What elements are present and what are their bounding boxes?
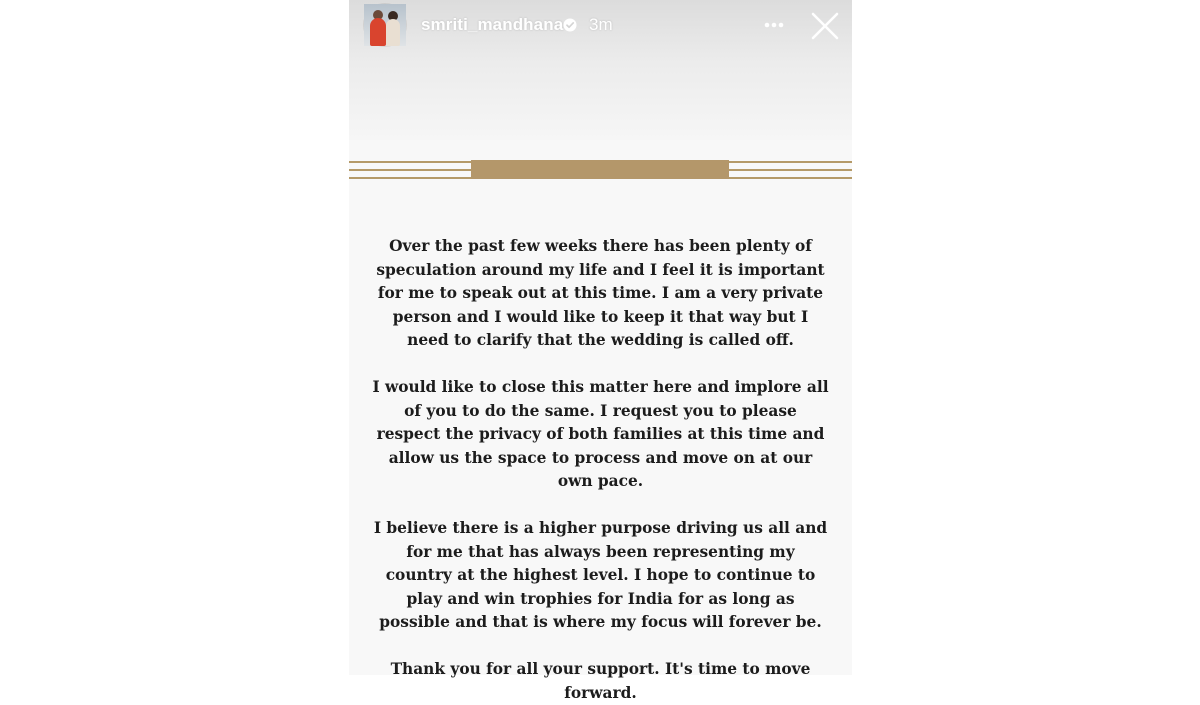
- gold-stripe-decoration: [349, 160, 852, 180]
- stripe-block: [471, 160, 729, 179]
- avatar[interactable]: [364, 4, 406, 46]
- statement-paragraph-2: I would like to close this matter here and implore all of you to do the same. I request you to please respect the privacy of both families at this time and allow us the space to process and move on at our own pace.: [372, 378, 829, 490]
- verified-badge-icon: [563, 18, 577, 32]
- story-header: [349, 0, 852, 52]
- statement-paragraph-4: Thank you for all your support. It's time to move forward.: [390, 660, 811, 702]
- story-viewer: [349, 0, 852, 702]
- username[interactable]: smriti_mandhana: [421, 15, 564, 34]
- time-ago: 3m: [589, 15, 613, 34]
- statement-text: [371, 235, 830, 705]
- close-icon[interactable]: [808, 9, 842, 43]
- statement-paragraph-1: Over the past few weeks there has been plenty of speculation around my life and I feel it is important for me to speak out at this time. I am a very private person and I would like to keep it that way but I need to clarify that the wedding is called off.: [376, 237, 825, 349]
- statement-paragraph-3: I believe there is a higher purpose driving us all and for me that has always been representing my country at the highest level. I hope to continue to play and win trophies for India for as long as possible and that is where my focus will forever be.: [373, 519, 828, 631]
- more-options-icon[interactable]: [757, 12, 791, 38]
